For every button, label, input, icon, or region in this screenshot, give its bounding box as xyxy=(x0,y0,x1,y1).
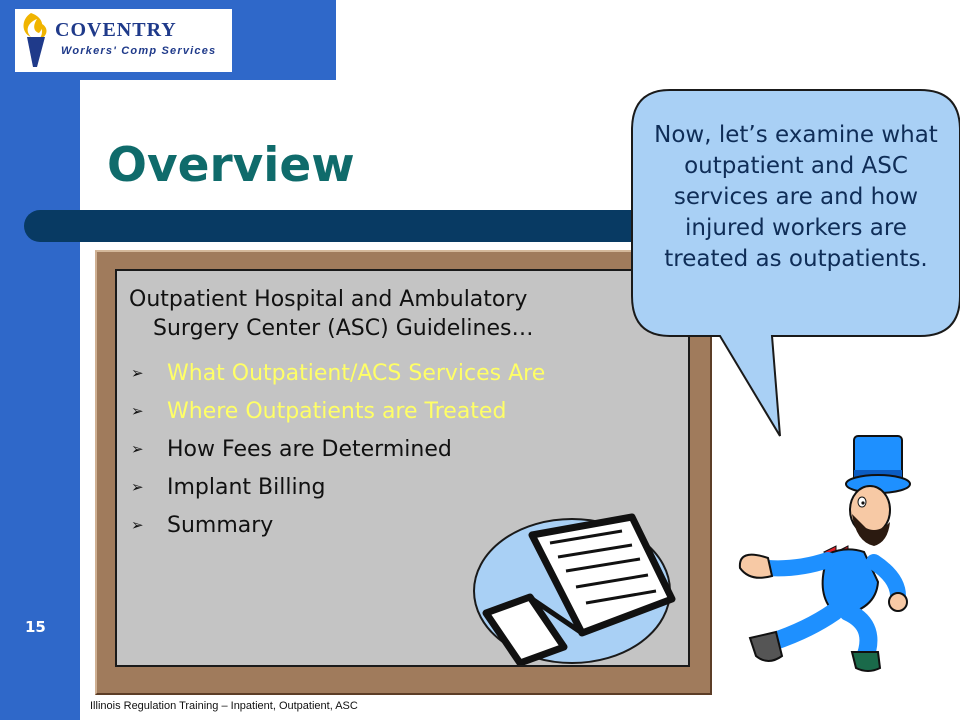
billing-forms-icon xyxy=(472,505,684,665)
chalkboard-frame xyxy=(95,250,712,695)
bullet-item xyxy=(131,392,545,430)
bullet-item xyxy=(131,468,545,506)
arrow-bullet-icon: ➢ xyxy=(131,402,144,420)
bullet-item xyxy=(131,430,545,468)
torch-logo-icon xyxy=(15,9,55,72)
bullet-text: Where Outpatients are Treated xyxy=(167,398,507,424)
logo-name: COVENTRY xyxy=(55,19,177,41)
bullet-item xyxy=(131,354,545,392)
arrow-bullet-icon: ➢ xyxy=(131,478,144,496)
bullet-text: Summary xyxy=(167,512,274,538)
chalkboard xyxy=(115,269,690,667)
coventry-logo xyxy=(15,9,232,72)
arrow-bullet-icon: ➢ xyxy=(131,364,144,382)
page-title: Overview xyxy=(107,138,355,193)
footer-text: Illinois Regulation Training – Inpatient, Outpatient, ASC xyxy=(90,700,358,712)
uncle-sam-cartoon-icon xyxy=(728,430,918,675)
bullet-text: Implant Billing xyxy=(167,474,326,500)
page-number: 15 xyxy=(25,618,46,636)
title-rule xyxy=(24,210,664,242)
logo-tagline: Workers' Comp Services xyxy=(61,45,217,57)
arrow-bullet-icon: ➢ xyxy=(131,516,144,534)
left-sidebar-bar xyxy=(0,0,80,720)
bullet-text: What Outpatient/ACS Services Are xyxy=(167,360,546,386)
intro-text: Outpatient Hospital and Ambulatory Surgery Center (ASC) Guidelines… xyxy=(129,287,534,341)
callout-text: Now, let’s examine what outpatient and ASC services are and how injured workers are treated as outpatients. xyxy=(654,122,938,272)
arrow-bullet-icon: ➢ xyxy=(131,440,144,458)
bullet-text: How Fees are Determined xyxy=(167,436,452,462)
